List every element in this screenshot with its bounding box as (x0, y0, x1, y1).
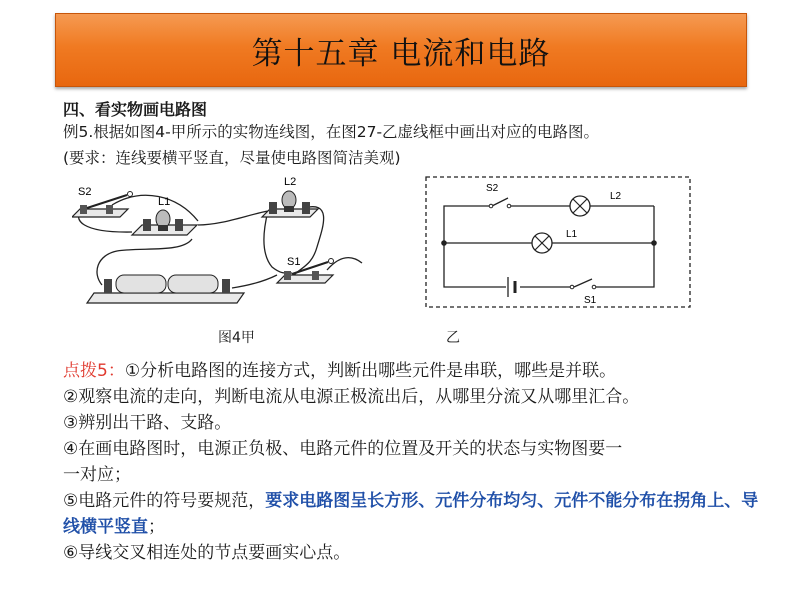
label-l2-symbol: L2 (610, 191, 622, 202)
tip-item-5-end: ； (148, 517, 165, 537)
lamp-l2-physical (262, 191, 318, 217)
label-s2-symbol: S2 (486, 183, 499, 194)
battery-physical (87, 275, 244, 303)
tip-item-5-emphasis: 要求电路图呈长方形、元件分布均匀、元件不能分布在拐角上、导线横平竖直 (63, 491, 759, 537)
label-l2-physical: L2 (284, 176, 297, 188)
tip-item-5-plain: ⑤电路元件的符号要规范， (63, 491, 266, 511)
schematic-circuit-figure (422, 175, 694, 311)
label-s2-physical: S2 (78, 186, 92, 198)
caption-figure-a: 图4甲 (218, 330, 255, 346)
switch-s1-symbol (570, 279, 596, 289)
lamp-l1-symbol (532, 233, 552, 253)
tip-item-3: ③辨别出干路、支路。 (63, 413, 232, 433)
label-l1-physical: L1 (158, 196, 171, 208)
section-heading: 四、看实物画电路图 (63, 100, 208, 119)
tip-lead: 点拨5： (63, 361, 125, 381)
battery-symbol (508, 277, 515, 297)
tip-item-1: ①分析电路图的连接方式，判断出哪些元件是串联，哪些是并联。 (124, 361, 617, 381)
example-text: 例5.根据如图4-甲所示的实物连线图，在图27-乙虚线框中画出对应的电路图。 (63, 123, 600, 141)
label-s1-symbol: S1 (584, 295, 597, 306)
tip-line-1 (63, 358, 763, 384)
caption-figure-b: 乙 (446, 330, 460, 346)
title-banner (55, 13, 747, 87)
lamp-l1-physical (132, 210, 197, 235)
tip-item-2: ②观察电流的走向，判断电流从电源正极流出后，从哪里分流又从哪里汇合。 (63, 387, 640, 407)
label-s1-physical: S1 (287, 256, 301, 268)
label-l1-symbol: L1 (566, 229, 578, 240)
tip-item-5 (63, 488, 763, 540)
lamp-l2-symbol (570, 196, 590, 216)
tip-item-4b: 一对应； (63, 465, 131, 485)
slide-title: 第十五章 电流和电路 (251, 35, 551, 72)
junction-right (651, 240, 657, 246)
switch-s1-physical (277, 259, 334, 284)
tip-item-6: ⑥导线交叉相连处的节点要画实心点。 (63, 543, 351, 563)
switch-s2-symbol (489, 198, 511, 208)
tips-block (63, 358, 763, 566)
physical-circuit-figure (72, 175, 372, 310)
tip-item-4a: ④在画电路图时，电源正负极、电路元件的位置及开关的状态与实物图要一 (63, 439, 623, 459)
junction-left (441, 240, 447, 246)
requirement-text: (要求：连线要横平竖直，尽量使电路图简洁美观) (63, 149, 401, 167)
